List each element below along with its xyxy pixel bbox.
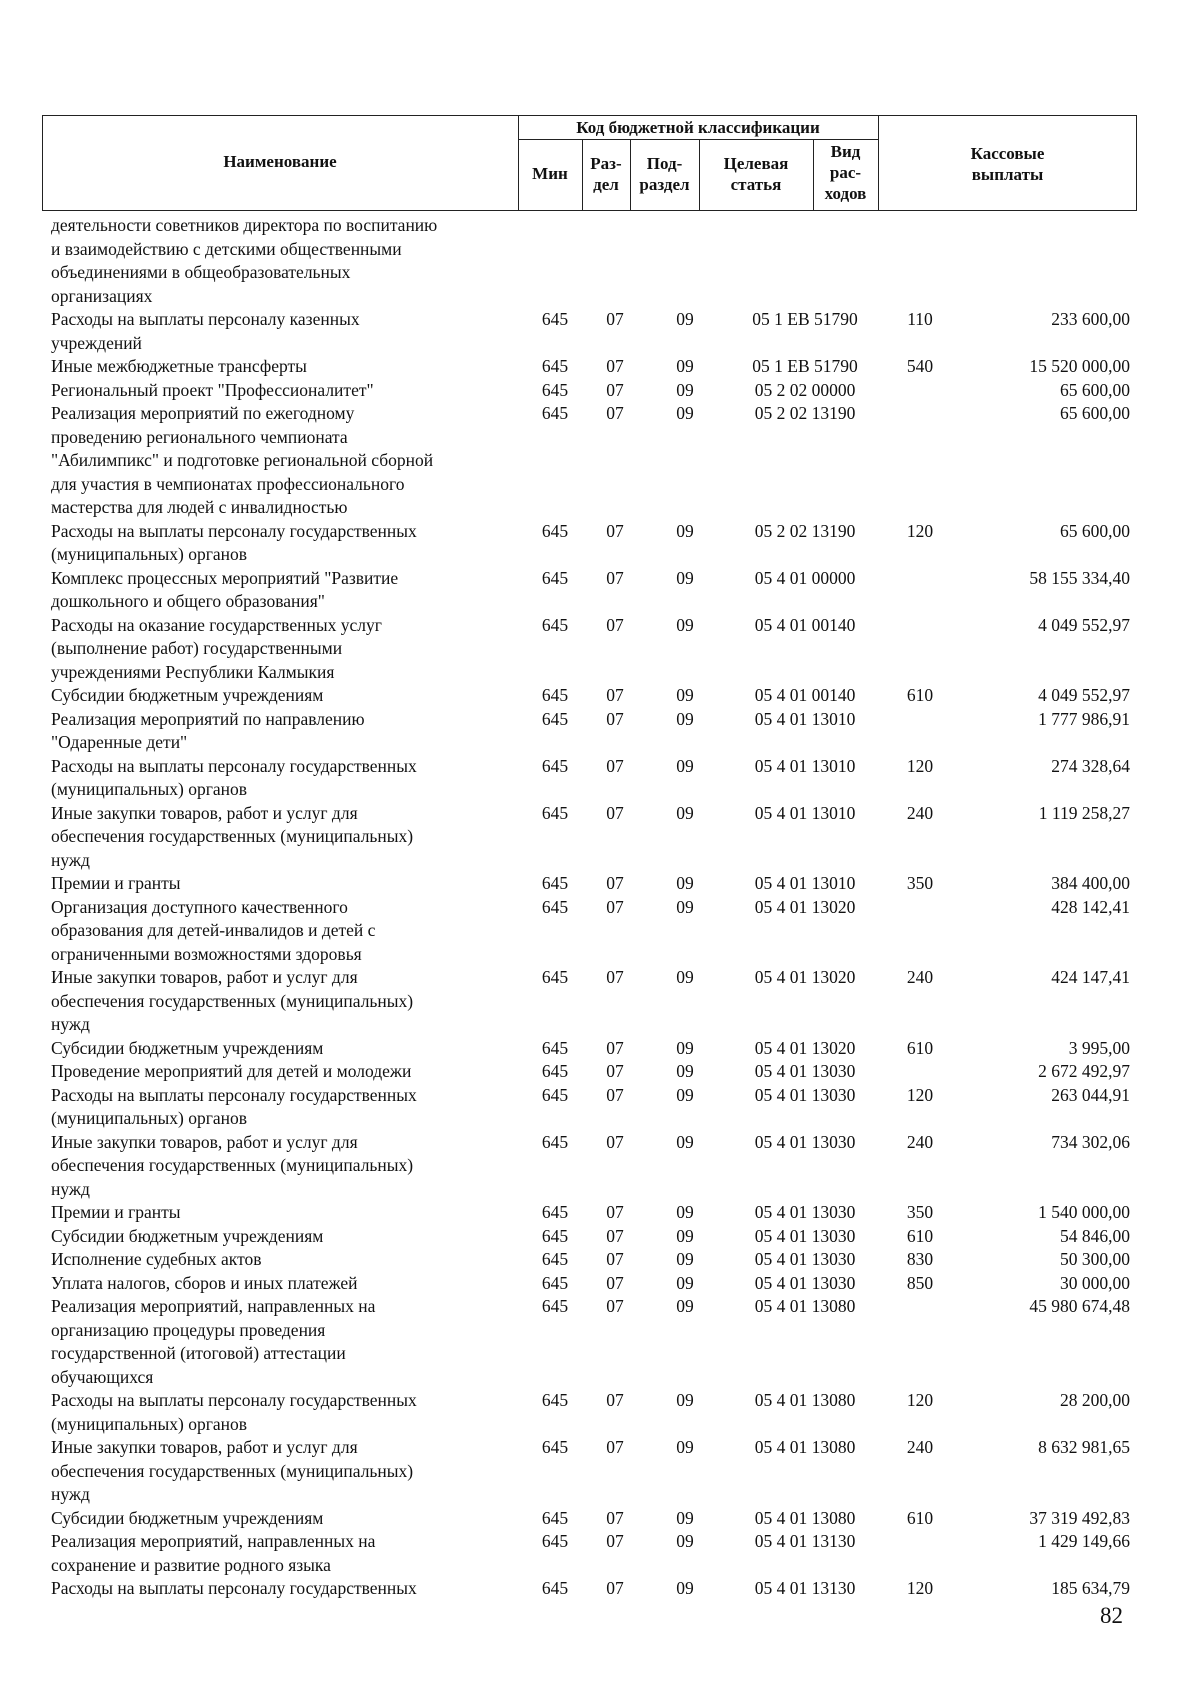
- table-row: [0, 355, 1200, 379]
- row-vid: 350: [906, 1202, 934, 1222]
- row-min: 645: [541, 614, 569, 635]
- row-sum: 37 319 492,83: [1029, 1507, 1130, 1528]
- row-sum: 274 328,64: [1051, 755, 1130, 776]
- row-razdel: 07: [606, 1272, 624, 1293]
- row-min: 645: [541, 356, 569, 376]
- row-name: Расходы на выплаты персоналу государственных (муниципальных) органов: [51, 520, 417, 564]
- row-sum: 424 147,41: [1051, 967, 1130, 987]
- row-celevaya: 05 4 01 00140: [754, 685, 856, 705]
- row-podrazdel: 09: [676, 1084, 694, 1105]
- row-sum: 4 049 552,97: [1038, 614, 1130, 635]
- row-podrazdel: 09: [676, 567, 694, 588]
- row-celevaya: 05 4 01 13030: [754, 1225, 856, 1246]
- row-min: 645: [541, 1507, 569, 1528]
- table-row: [0, 1225, 1200, 1249]
- row-sum: 4 049 552,97: [1038, 685, 1130, 705]
- row-min: 645: [541, 1531, 569, 1551]
- row-min: 645: [541, 1202, 569, 1222]
- row-vid: 120: [906, 1084, 934, 1105]
- row-podrazdel: 09: [676, 755, 694, 776]
- row-vid: 110: [907, 309, 933, 329]
- table-row: [0, 896, 1200, 967]
- row-name: Расходы на выплаты персоналу казенных учреждений: [51, 309, 360, 353]
- row-podrazdel: 09: [676, 1202, 694, 1222]
- row-celevaya: 05 2 02 00000: [754, 379, 856, 400]
- row-min: 645: [541, 967, 569, 987]
- row-min: 645: [541, 802, 569, 823]
- row-celevaya: 05 4 01 13030: [754, 1084, 856, 1105]
- row-vid: 120: [906, 520, 934, 541]
- row-name: Субсидии бюджетным учреждениям: [51, 685, 324, 705]
- row-name: Субсидии бюджетным учреждениям: [51, 1507, 324, 1528]
- row-name: Иные закупки товаров, работ и услуг для обеспечения государственных (муниципальных) нужд: [51, 1131, 414, 1199]
- row-celevaya: 05 4 01 13030: [754, 1061, 856, 1081]
- row-podrazdel: 09: [676, 1578, 694, 1598]
- row-podrazdel: 09: [676, 1531, 694, 1551]
- row-name: Иные закупки товаров, работ и услуг для обеспечения государственных (муниципальных) нужд: [51, 802, 414, 870]
- row-name: Реализация мероприятий, направленных на организацию процедуры проведения государственной (итоговой) аттестации обучающихся: [51, 1296, 376, 1387]
- row-vid: 610: [906, 1507, 934, 1528]
- row-name: Организация доступного качественного образования для детей-инвалидов и детей с ограниченными возможностями здоровья: [51, 896, 376, 964]
- row-celevaya: 05 4 01 13080: [754, 1296, 856, 1316]
- row-podrazdel: 09: [676, 896, 694, 917]
- row-name: Проведение мероприятий для детей и молодежи: [51, 1061, 412, 1081]
- row-vid: 830: [906, 1249, 934, 1269]
- row-vid: 610: [906, 1225, 934, 1246]
- row-sum: 50 300,00: [1060, 1249, 1130, 1269]
- row-min: 645: [541, 1084, 569, 1105]
- row-razdel: 07: [606, 1037, 624, 1058]
- row-celevaya: 05 4 01 13020: [754, 896, 856, 917]
- row-name: деятельности советников директора по воспитанию и взаимодействию с детскими общественными объединениями в общеобразовательных организациях: [51, 215, 438, 306]
- row-name: Иные межбюджетные трансферты: [51, 356, 307, 376]
- row-name: Расходы на выплаты персоналу государственных (муниципальных) органов: [51, 755, 417, 799]
- row-sum: 428 142,41: [1051, 896, 1130, 917]
- row-razdel: 07: [606, 1507, 624, 1528]
- row-min: 645: [541, 1249, 569, 1269]
- row-podrazdel: 09: [676, 1296, 694, 1316]
- row-sum: 54 846,00: [1060, 1225, 1130, 1246]
- header-celevaya: Целевая статья: [723, 154, 789, 194]
- row-podrazdel: 09: [676, 614, 694, 635]
- table-row: [0, 567, 1200, 614]
- row-min: 645: [541, 309, 569, 329]
- row-sum: 8 632 981,65: [1038, 1437, 1130, 1457]
- row-razdel: 07: [606, 1249, 624, 1269]
- table-row: [0, 1131, 1200, 1202]
- row-sum: 58 155 334,40: [1029, 567, 1130, 588]
- row-vid: 850: [906, 1272, 934, 1293]
- row-name: Премии и гранты: [51, 873, 181, 893]
- row-razdel: 07: [606, 1578, 624, 1598]
- table-row: [0, 1060, 1200, 1084]
- row-sum: 15 520 000,00: [1029, 356, 1130, 376]
- row-min: 645: [541, 1390, 569, 1410]
- row-min: 645: [541, 1061, 569, 1081]
- row-name: Субсидии бюджетным учреждениям: [51, 1037, 324, 1058]
- table-row: [0, 379, 1200, 403]
- row-razdel: 07: [606, 1202, 624, 1222]
- row-razdel: 07: [606, 755, 624, 776]
- row-celevaya: 05 4 01 13080: [754, 1390, 856, 1410]
- table-row: [0, 684, 1200, 708]
- row-podrazdel: 09: [676, 309, 694, 329]
- row-podrazdel: 09: [676, 520, 694, 541]
- row-podrazdel: 09: [676, 1437, 694, 1457]
- row-razdel: 07: [606, 685, 624, 705]
- row-razdel: 07: [606, 1061, 624, 1081]
- row-razdel: 07: [606, 403, 624, 423]
- row-min: 645: [541, 708, 569, 729]
- row-sum: 65 600,00: [1060, 403, 1130, 423]
- table-row: [0, 1530, 1200, 1577]
- row-vid: 240: [906, 1437, 934, 1457]
- table-row: [0, 872, 1200, 896]
- header-kassovye: Кассовые выплаты: [970, 144, 1045, 184]
- row-razdel: 07: [606, 1131, 624, 1152]
- row-razdel: 07: [606, 1390, 624, 1410]
- row-vid: 240: [906, 967, 934, 987]
- row-sum: 65 600,00: [1060, 379, 1130, 400]
- row-podrazdel: 09: [676, 379, 694, 400]
- row-name: Реализация мероприятий по ежегодному проведению регионального чемпионата "Абилимпикс" и подготовке региональной сборной для участия в чемпионатах профессионального мастерства для людей с инвалидностью: [51, 403, 434, 517]
- header-vid: Вид рас- ходов: [824, 142, 867, 203]
- row-razdel: 07: [606, 1084, 624, 1105]
- table-row: [0, 1436, 1200, 1507]
- table-row: [0, 708, 1200, 755]
- row-sum: 1 777 986,91: [1038, 708, 1130, 729]
- row-min: 645: [541, 1578, 569, 1598]
- row-vid: 120: [906, 1390, 934, 1410]
- row-celevaya: 05 2 02 13190: [754, 403, 856, 423]
- row-celevaya: 05 4 01 13130: [754, 1531, 856, 1551]
- table-row: [0, 614, 1200, 685]
- row-celevaya: 05 4 01 13020: [754, 1037, 856, 1058]
- header-podrazdel: Под- раздел: [639, 154, 690, 194]
- row-min: 645: [541, 520, 569, 541]
- row-name: Субсидии бюджетным учреждениям: [51, 1225, 324, 1246]
- row-min: 645: [541, 1225, 569, 1246]
- row-sum: 45 980 674,48: [1029, 1296, 1130, 1316]
- row-min: 645: [541, 873, 569, 893]
- row-podrazdel: 09: [676, 1037, 694, 1058]
- row-razdel: 07: [606, 1296, 624, 1316]
- row-podrazdel: 09: [676, 1390, 694, 1410]
- row-name: Уплата налогов, сборов и иных платежей: [51, 1272, 358, 1293]
- header-razdel: Раз- дел: [590, 154, 622, 194]
- row-celevaya: 05 4 01 13080: [754, 1437, 856, 1457]
- row-vid: 120: [906, 755, 934, 776]
- row-podrazdel: 09: [676, 802, 694, 823]
- table-row: [0, 1084, 1200, 1131]
- row-sum: 734 302,06: [1051, 1131, 1130, 1152]
- row-razdel: 07: [606, 896, 624, 917]
- row-celevaya: 05 4 01 13030: [754, 1131, 856, 1152]
- row-name: Иные закупки товаров, работ и услуг для обеспечения государственных (муниципальных) нужд: [51, 967, 414, 1034]
- row-razdel: 07: [606, 567, 624, 588]
- row-celevaya: 05 4 01 00140: [754, 614, 856, 635]
- row-vid: 240: [906, 1131, 934, 1152]
- row-min: 645: [541, 567, 569, 588]
- row-min: 645: [541, 1131, 569, 1152]
- row-sum: 2 672 492,97: [1038, 1061, 1130, 1081]
- row-podrazdel: 09: [676, 873, 694, 893]
- row-name: Расходы на выплаты персоналу государственных (муниципальных) органов: [51, 1390, 417, 1434]
- table-row: [0, 1389, 1200, 1436]
- table-row: [0, 1295, 1200, 1389]
- row-celevaya: 05 4 01 00000: [754, 567, 856, 588]
- row-celevaya: 05 4 01 13010: [754, 708, 856, 729]
- row-min: 645: [541, 1296, 569, 1316]
- row-sum: 1 540 000,00: [1038, 1202, 1130, 1222]
- table-row: [0, 966, 1200, 1037]
- row-razdel: 07: [606, 520, 624, 541]
- row-vid: 610: [906, 685, 934, 705]
- row-sum: 28 200,00: [1060, 1390, 1130, 1410]
- row-razdel: 07: [606, 708, 624, 729]
- row-min: 645: [541, 379, 569, 400]
- row-celevaya: 05 4 01 13130: [754, 1578, 856, 1598]
- row-name: Расходы на выплаты персоналу государственных: [51, 1578, 417, 1598]
- table-row: [0, 1248, 1200, 1272]
- row-name: Расходы на оказание государственных услуг (выполнение работ) государственными учреждениями Республики Калмыкия: [51, 614, 382, 682]
- row-podrazdel: 09: [676, 356, 694, 376]
- row-sum: 3 995,00: [1068, 1037, 1130, 1058]
- row-celevaya: 05 4 01 13010: [754, 755, 856, 776]
- table-row: [0, 520, 1200, 567]
- row-vid: 240: [906, 802, 934, 823]
- table-row: [0, 1201, 1200, 1225]
- row-podrazdel: 09: [676, 1061, 694, 1081]
- row-razdel: 07: [606, 967, 624, 987]
- row-name: Реализация мероприятий, направленных на сохранение и развитие родного языка: [51, 1531, 376, 1575]
- row-min: 645: [541, 1272, 569, 1293]
- row-name: Реализация мероприятий по направлению "Одаренные дети": [51, 708, 365, 752]
- table-row: [0, 755, 1200, 802]
- row-name: Исполнение судебных актов: [51, 1249, 262, 1269]
- table-row: [0, 214, 1200, 308]
- row-razdel: 07: [606, 379, 624, 400]
- page-number: 82: [1100, 1603, 1123, 1628]
- table-row: [0, 402, 1200, 520]
- row-sum: 233 600,00: [1051, 309, 1130, 329]
- table-row: [0, 802, 1200, 873]
- row-sum: 185 634,79: [1051, 1578, 1130, 1598]
- row-sum: 263 044,91: [1051, 1084, 1130, 1105]
- row-podrazdel: 09: [676, 1131, 694, 1152]
- row-celevaya: 05 4 01 13010: [754, 802, 856, 823]
- table-row: [0, 1577, 1200, 1601]
- row-celevaya: 05 4 01 13030: [754, 1249, 856, 1269]
- row-podrazdel: 09: [676, 1225, 694, 1246]
- row-min: 645: [541, 685, 569, 705]
- header-kod-group: Код бюджетной классификации: [576, 118, 820, 137]
- row-celevaya: 05 1 ЕВ 51790: [752, 309, 858, 329]
- row-vid: 350: [906, 873, 934, 893]
- row-sum: 30 000,00: [1060, 1272, 1130, 1293]
- row-vid: 610: [906, 1037, 934, 1058]
- row-name: Расходы на выплаты персоналу государственных (муниципальных) органов: [51, 1084, 417, 1128]
- row-name: Иные закупки товаров, работ и услуг для обеспечения государственных (муниципальных) нужд: [51, 1437, 414, 1504]
- table-row: [0, 1507, 1200, 1531]
- row-podrazdel: 09: [676, 708, 694, 729]
- table-row: [0, 1272, 1200, 1296]
- row-podrazdel: 09: [676, 1249, 694, 1269]
- row-min: 645: [541, 1437, 569, 1457]
- header-min: Мин: [532, 164, 568, 183]
- row-razdel: 07: [606, 1531, 624, 1551]
- row-name: Премии и гранты: [51, 1202, 181, 1222]
- row-celevaya: 05 2 02 13190: [754, 520, 856, 541]
- row-celevaya: 05 4 01 13030: [754, 1272, 856, 1293]
- row-sum: 1 119 258,27: [1038, 802, 1130, 823]
- row-razdel: 07: [606, 356, 624, 376]
- row-podrazdel: 09: [676, 403, 694, 423]
- row-min: 645: [541, 1037, 569, 1058]
- row-celevaya: 05 4 01 13080: [754, 1507, 856, 1528]
- row-vid: 120: [906, 1578, 934, 1598]
- row-razdel: 07: [606, 614, 624, 635]
- row-sum: 65 600,00: [1060, 520, 1130, 541]
- row-min: 645: [541, 896, 569, 917]
- row-razdel: 07: [606, 873, 624, 893]
- row-razdel: 07: [606, 309, 624, 329]
- header-naimenovanie: Наименование: [223, 152, 337, 171]
- row-celevaya: 05 4 01 13020: [754, 967, 856, 987]
- table-row: [0, 308, 1200, 355]
- row-celevaya: 05 4 01 13010: [754, 873, 856, 893]
- row-name: Региональный проект "Профессионалитет": [51, 379, 374, 400]
- row-podrazdel: 09: [676, 1507, 694, 1528]
- row-podrazdel: 09: [676, 1272, 694, 1293]
- row-celevaya: 05 1 ЕВ 51790: [752, 356, 858, 376]
- row-podrazdel: 09: [676, 967, 694, 987]
- row-sum: 1 429 149,66: [1038, 1531, 1130, 1551]
- row-razdel: 07: [606, 802, 624, 823]
- row-razdel: 07: [606, 1225, 624, 1246]
- row-min: 645: [541, 755, 569, 776]
- row-vid: 540: [906, 356, 934, 376]
- row-name: Комплекс процессных мероприятий "Развитие дошкольного и общего образования": [51, 567, 399, 611]
- row-celevaya: 05 4 01 13030: [754, 1202, 856, 1222]
- row-podrazdel: 09: [676, 685, 694, 705]
- row-min: 645: [541, 403, 569, 423]
- row-sum: 384 400,00: [1051, 873, 1130, 893]
- table-row: [0, 1037, 1200, 1061]
- row-razdel: 07: [606, 1437, 624, 1457]
